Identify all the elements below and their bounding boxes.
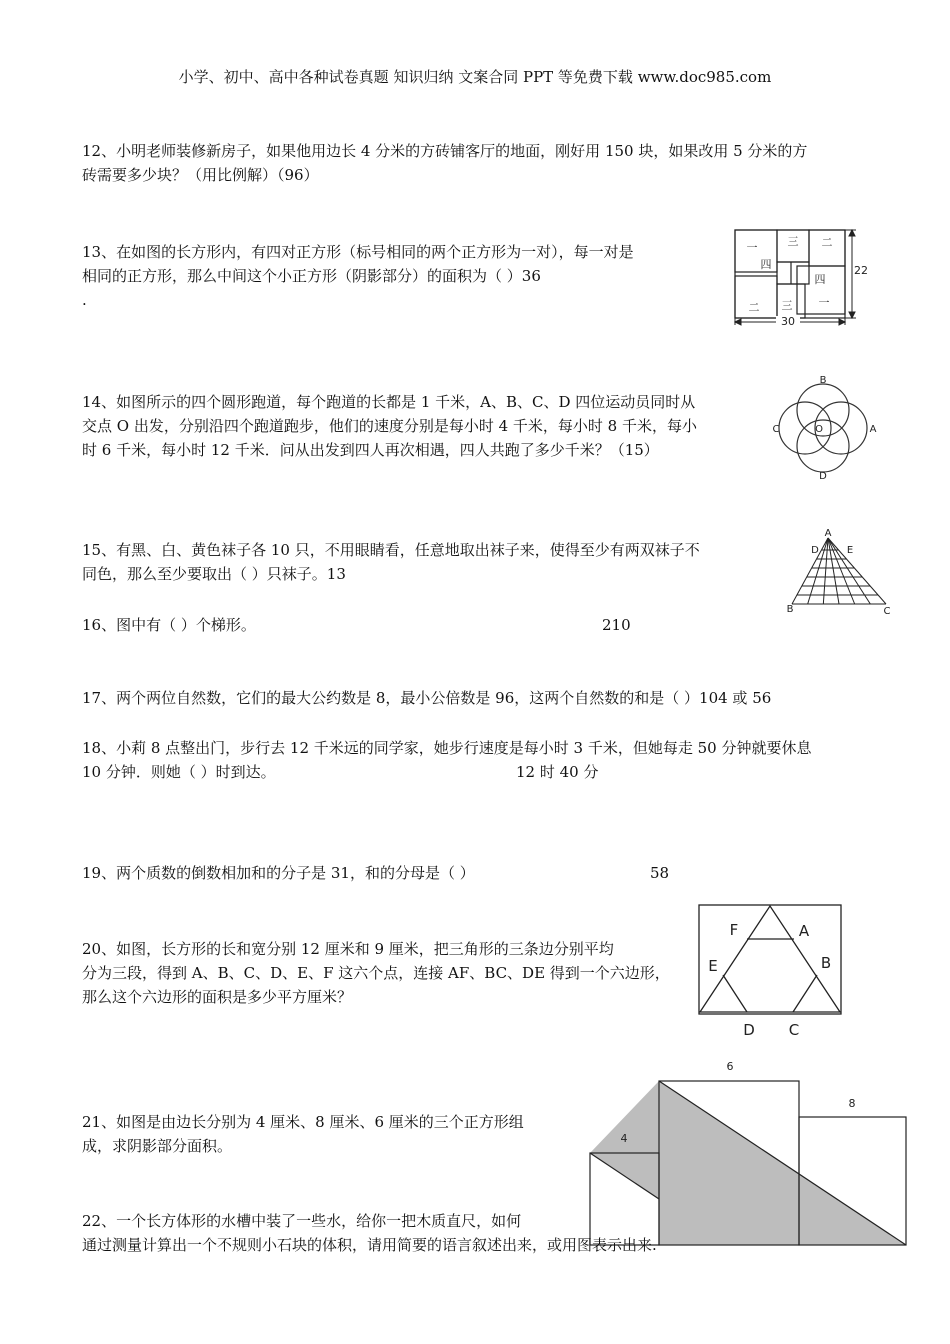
point-label-e: E — [846, 545, 854, 556]
point-label-d: D — [819, 471, 827, 482]
question-14-line-2: 交点 O 出发，分别沿四个跑道跑步，他们的速度分别是每小时 4 千米，每小时 8 千米，每小 — [82, 417, 697, 435]
question-19-answer: 58 — [650, 864, 670, 882]
page-header: 小学、初中、高中各种试卷真题 知识归纳 文案合同 PPT 等免费下载 www.doc985.com — [178, 68, 772, 86]
question-15-line-2: 同色，那么至少要取出（ ）只袜子。13 — [82, 565, 346, 583]
question-16-answer: 210 — [602, 616, 631, 634]
square-label: 四 — [814, 273, 826, 286]
question-20-line-2: 分为三段，得到 A、B、C、D、E、F 这六个点，连接 AF、BC、DE 得到一个六边形， — [82, 964, 670, 982]
point-label-a: A — [869, 424, 877, 435]
point-label-c: C — [883, 606, 891, 616]
question-18-line-1: 18、小莉 8 点整出门，步行去 12 千米远的同学家，她步行速度是每小时 3 千米，但她每走 50 分钟就要休息 — [82, 739, 812, 757]
grid-line — [823, 538, 828, 604]
question-14-line-3: 时 6 千米，每小时 12 千米．问从出发到四人再次相遇，四人共跑了多少千米？（15） — [82, 441, 659, 459]
question-13-line-2: 相同的正方形，那么中间这个小正方形（阴影部分）的面积为（ ）36 — [82, 267, 541, 285]
question-22-line-1: 22、一个长方体形的水槽中装了一些水，给你一把木质直尺，如何 — [82, 1212, 522, 1230]
question-15-line-1: 15、有黑、白、黄色袜子各 10 只，不用眼睛看，任意地取出袜子来，使得至少有两双袜子不 — [82, 541, 700, 559]
question-20-line-1: 20、如图，长方形的长和宽分别 12 厘米和 9 厘米，把三角形的三条边分别平均 — [82, 940, 614, 958]
point-label-e: E — [708, 957, 718, 975]
question-18-answer: 12 时 40 分 — [516, 763, 599, 781]
point-label-o: O — [815, 424, 823, 435]
point-label-b: B — [786, 604, 794, 615]
question-12-line-1: 12、小明老师装修新房子，如果他用边长 4 分米的方砖铺客厅的地面，刚好用 150 块，如果改用 5 分米的方 — [82, 142, 808, 160]
point-label-b: B — [819, 375, 827, 386]
question-21-line-1: 21、如图是由边长分别为 4 厘米、8 厘米、6 厘米的三个正方形组 — [82, 1113, 524, 1131]
question-17: 17、两个两位自然数，它们的最大公约数是 8，最小公倍数是 96，这两个自然数的和是（ ）104 或 56 — [82, 689, 772, 707]
question-13-line-3: . — [82, 291, 87, 309]
question-21-line-2: 成，求阴影部分面积。 — [82, 1137, 233, 1155]
point-label-c: C — [772, 424, 780, 435]
square-label: 三 — [781, 299, 793, 312]
hexagon-figure — [697, 902, 845, 1040]
point-label-d: D — [743, 1021, 755, 1039]
point-label-f: F — [729, 921, 739, 939]
question-14-line-1: 14、如图所示的四个圆形跑道，每个跑道的长都是 1 千米，A、B、C、D 四位运动员同时从 — [82, 393, 696, 411]
squares-figure — [728, 223, 868, 328]
point-label-a: A — [798, 922, 810, 940]
side-label-small: 4 — [620, 1132, 628, 1145]
width-label: 30 — [781, 315, 795, 328]
side-label-right: 8 — [848, 1097, 856, 1110]
point-label-a: A — [824, 528, 832, 539]
height-label: 22 — [854, 264, 868, 277]
point-label-c: C — [788, 1021, 800, 1039]
square-label: 二 — [748, 301, 760, 314]
square-label: 一 — [746, 241, 758, 254]
grid-line — [792, 538, 828, 604]
square-label: 一 — [818, 296, 830, 309]
question-12-line-2: 砖需要多少块？（用比例解）（96） — [82, 166, 319, 184]
point-label-b: B — [820, 954, 832, 972]
question-16: 16、图中有（ ）个梯形。 — [82, 616, 256, 634]
circles-figure — [770, 372, 880, 484]
square-label: 四 — [760, 258, 772, 271]
question-22-line-2: 通过测量计算出一个不规则小石块的体积，请用简要的语言叙述出来，或用图表示出来. — [82, 1236, 657, 1254]
question-20-line-3: 那么这个六边形的面积是多少平方厘米？ — [82, 988, 353, 1006]
question-19: 19、两个质数的倒数相加和的分子是 31，和的分母是（ ） — [82, 864, 475, 882]
trapezoid-grid-figure — [782, 524, 894, 616]
square-label: 三 — [787, 235, 799, 248]
side-label-top: 6 — [726, 1060, 734, 1073]
grid-line — [828, 538, 886, 604]
question-18-line-2: 10 分钟．则她（ ）时到达。 — [82, 763, 276, 781]
three-squares-figure — [583, 1055, 913, 1250]
square-label: 二 — [821, 236, 833, 249]
point-label-d: D — [811, 545, 819, 556]
question-13-line-1: 13、在如图的长方形内，有四对正方形（标号相同的两个正方形为一对），每一对是 — [82, 243, 634, 261]
